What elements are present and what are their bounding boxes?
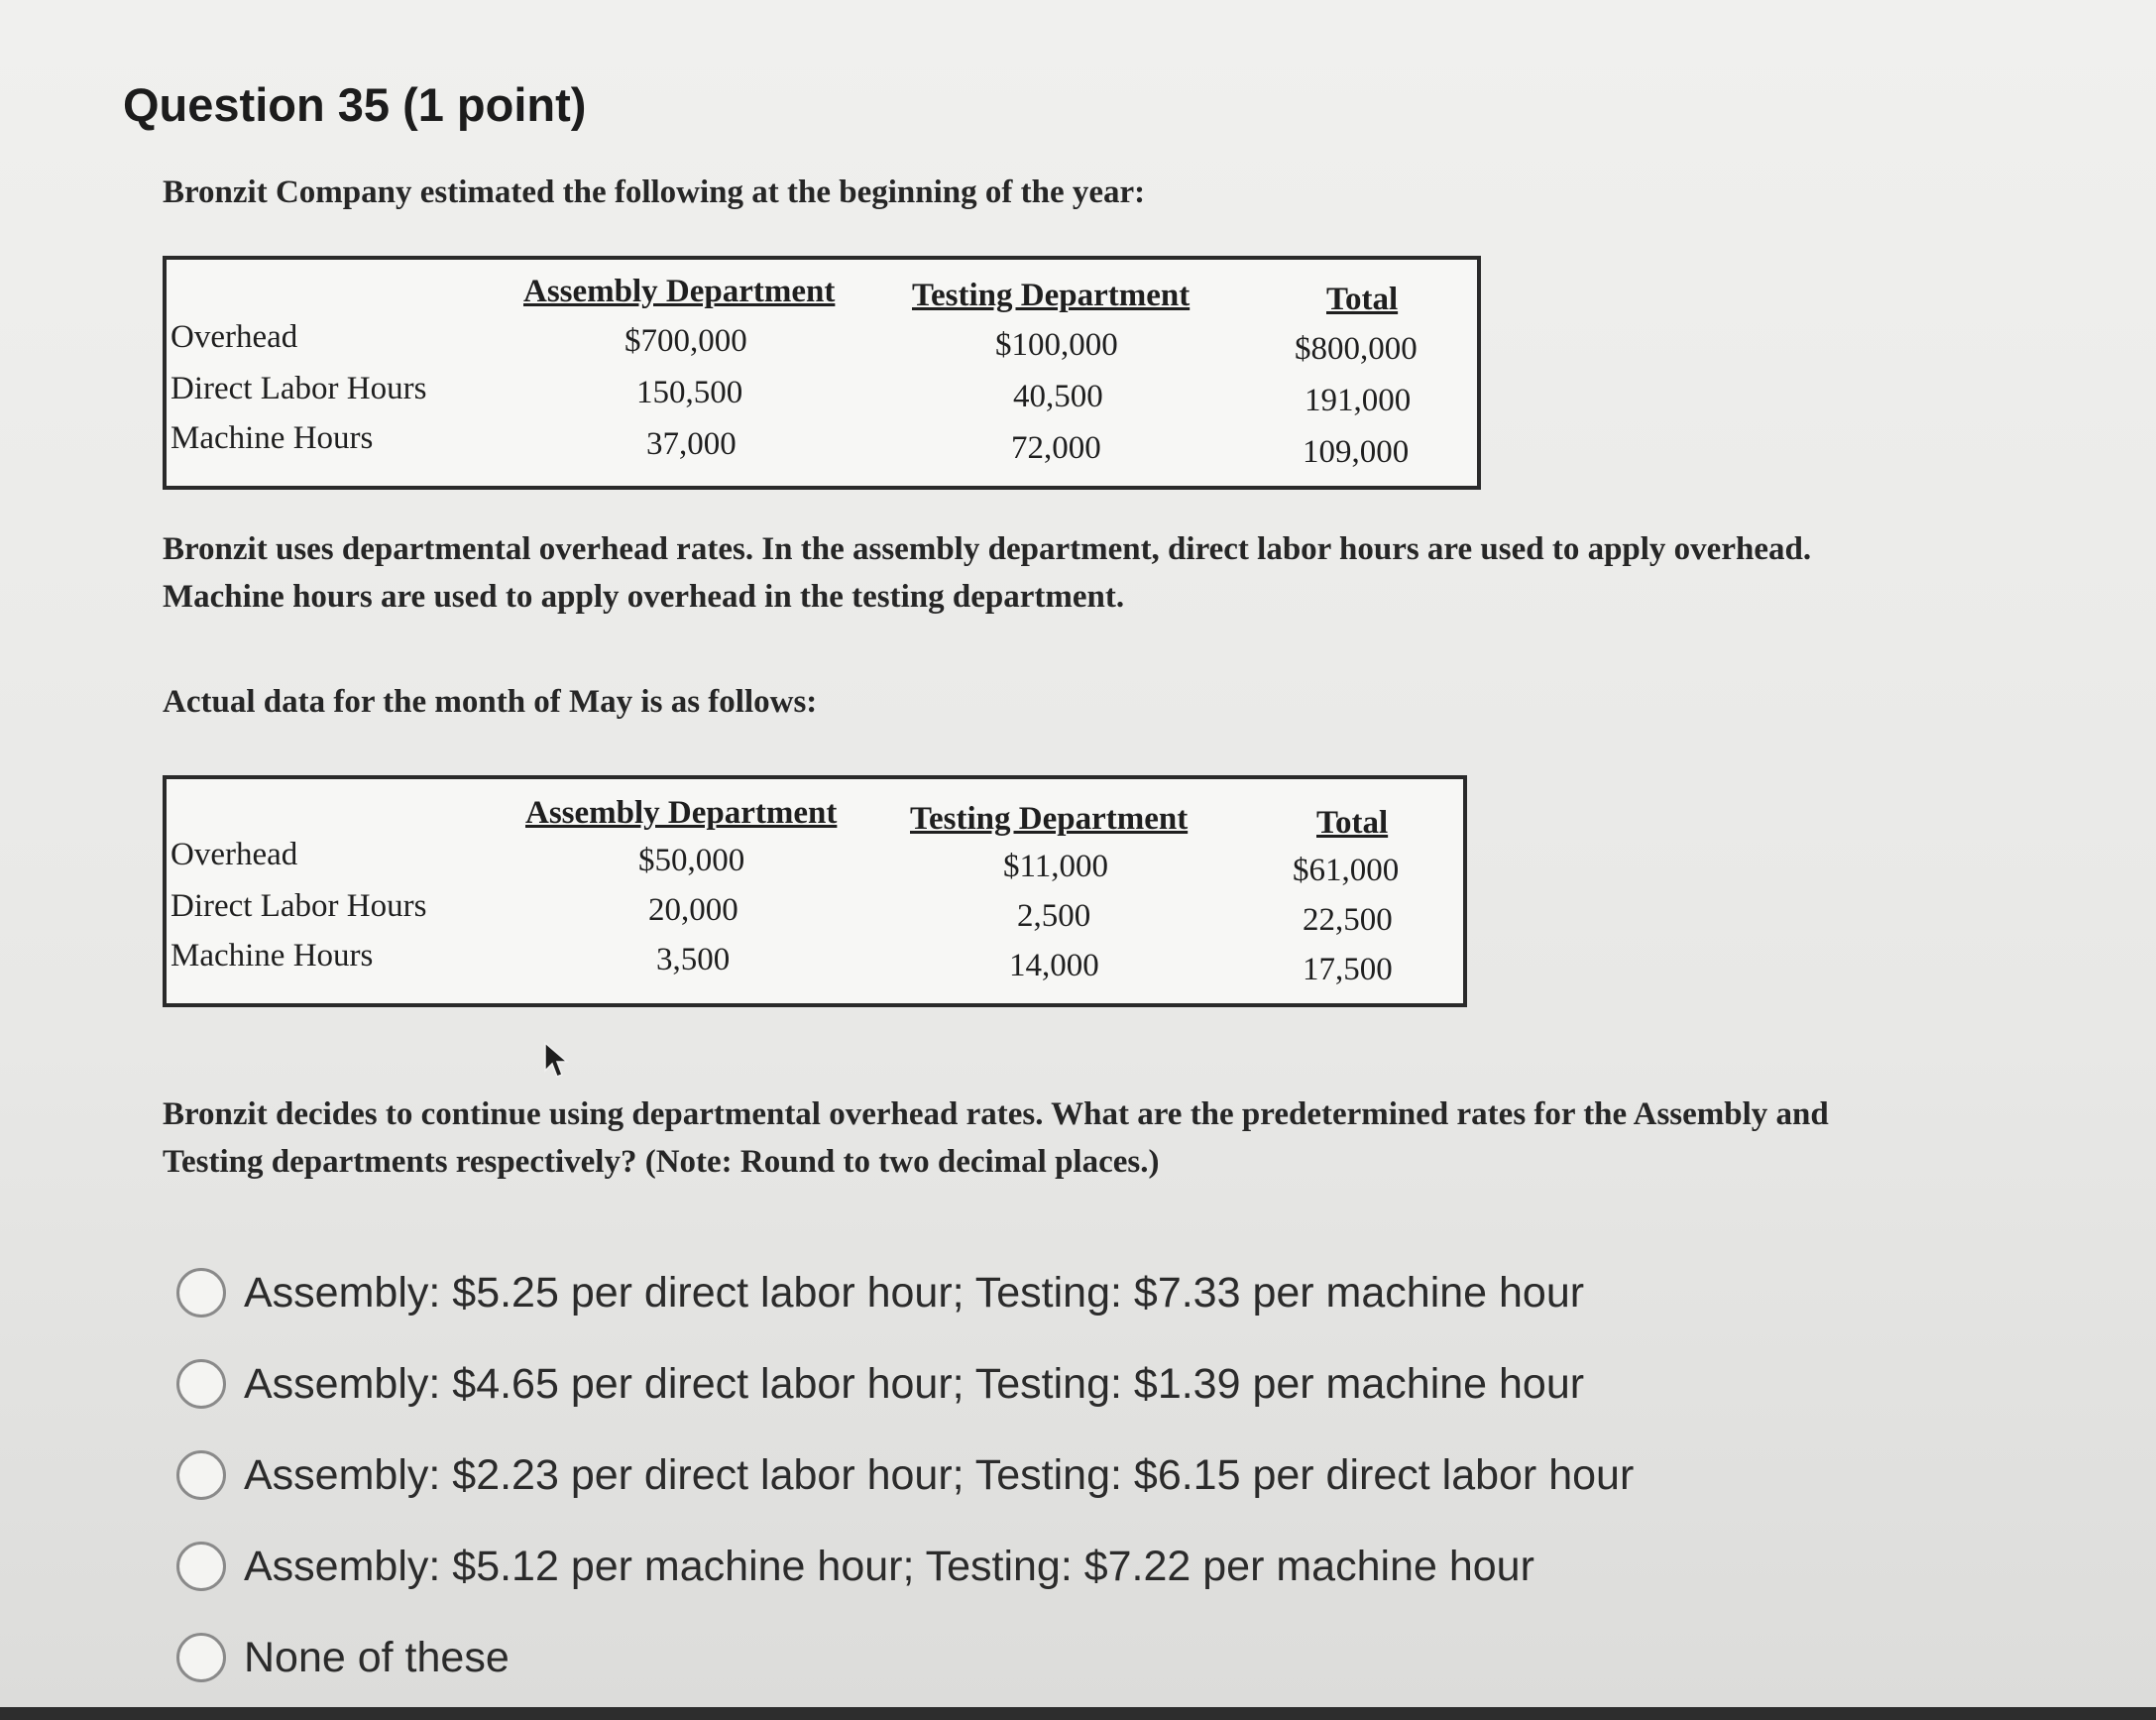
column-header-assembly: Assembly Department [523,274,836,309]
cell-value: 37,000 [646,426,737,462]
cell-value: 17,500 [1303,952,1393,987]
row-label-overhead: Overhead [170,837,298,872]
row-label-machine-hours: Machine Hours [170,420,374,456]
cell-value: 72,000 [1011,430,1101,466]
estimated-data-table [163,256,1481,490]
actual-data-table [163,775,1467,1007]
cell-value: 14,000 [1009,948,1099,983]
cell-value: 191,000 [1305,383,1412,418]
cell-value: $61,000 [1293,853,1400,888]
answer-option-label: Assembly: $5.25 per direct labor hour; Testing: $7.33 per machine hour [244,1268,1585,1317]
cell-value: $100,000 [995,327,1118,363]
screen-bottom-edge [0,1707,2156,1720]
question-prompt: Bronzit decides to continue using departmental overhead rates. What are the predetermined rates for the Assembly and Testing departments respectively? (Note: Round to two decimal places.) [163,1096,1829,1180]
answer-option-label: Assembly: $5.12 per machine hour; Testing: $7.22 per machine hour [244,1542,1534,1590]
cell-value: $800,000 [1295,331,1418,367]
actual-data-intro: Actual data for the month of May is as follows: [163,684,818,720]
radio-button[interactable] [176,1359,226,1409]
answer-option-label: None of these [244,1633,510,1681]
column-header-testing: Testing Department [910,801,1189,837]
question-title: Question 35 (1 point) [123,78,587,131]
column-header-testing: Testing Department [912,278,1191,313]
cell-value: 40,500 [1013,379,1103,414]
answer-options [176,1247,1634,1703]
cell-value: $700,000 [624,323,747,359]
radio-button[interactable] [176,1542,226,1591]
cell-value: 150,500 [636,375,743,410]
cell-value: $11,000 [1003,849,1109,884]
intro-text: Bronzit Company estimated the following at the beginning of the year: [163,174,1146,210]
cell-value: 22,500 [1303,902,1393,938]
radio-button[interactable] [176,1450,226,1500]
answer-option-4[interactable] [176,1521,1634,1612]
radio-button[interactable] [176,1268,226,1318]
row-label-direct-labor-hours: Direct Labor Hours [170,371,427,406]
column-header-total: Total [1316,805,1389,841]
answer-option-2[interactable] [176,1338,1634,1430]
column-header-assembly: Assembly Department [525,795,838,831]
row-label-overhead: Overhead [170,319,298,355]
answer-option-label: Assembly: $2.23 per direct labor hour; Testing: $6.15 per direct labor hour [244,1450,1635,1499]
method-paragraph: Bronzit uses departmental overhead rates. In the assembly department, direct labor hours are used to apply overhead. Machine hours are used to apply overhead in the testing department. [163,531,1812,615]
answer-option-5[interactable] [176,1612,1634,1703]
answer-option-3[interactable] [176,1430,1634,1521]
cell-value: 20,000 [648,892,738,928]
cell-value: 3,500 [656,942,731,977]
cell-value: $50,000 [638,843,745,878]
cell-value: 109,000 [1303,434,1410,470]
radio-button[interactable] [176,1633,226,1682]
row-label-machine-hours: Machine Hours [170,938,374,974]
answer-option-1[interactable] [176,1247,1634,1338]
row-label-direct-labor-hours: Direct Labor Hours [170,888,427,924]
cell-value: 2,500 [1017,898,1091,934]
mouse-pointer-icon [543,1041,573,1081]
answer-option-label: Assembly: $4.65 per direct labor hour; Testing: $1.39 per machine hour [244,1359,1585,1408]
column-header-total: Total [1326,282,1399,317]
